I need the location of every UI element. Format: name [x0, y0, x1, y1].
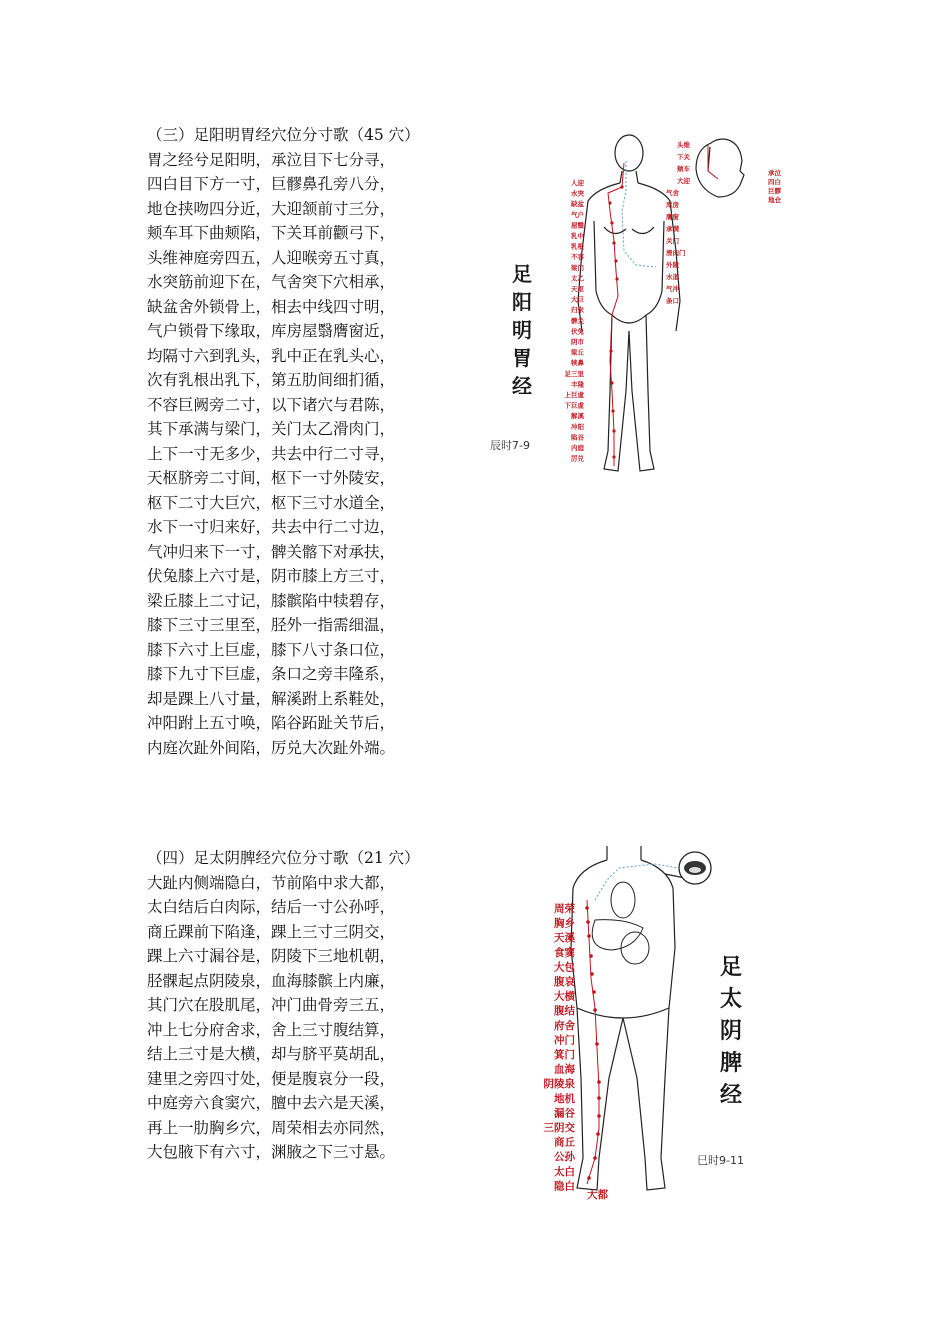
- section-title: （四）足太阴脾经穴位分寸歌（21 穴）: [147, 849, 420, 867]
- organs: [592, 882, 649, 964]
- acupoint-label: 地仓: [768, 196, 781, 204]
- verse-line: 中庭旁六食窦穴，膻中去六是天溪，: [147, 1094, 396, 1112]
- acupoint-label: 巨髎: [768, 187, 781, 195]
- verse-line: 却是踝上八寸量，解溪跗上系鞋处，: [147, 689, 396, 708]
- inner-branch-path: [622, 161, 656, 267]
- verse-line: 水突筋前迎下在，气舍突下穴相承，: [147, 273, 396, 291]
- acupoint-label: 承满: [666, 225, 679, 233]
- acupoint-label: 条口: [666, 297, 679, 305]
- acupoint-label: 大巨: [571, 295, 584, 304]
- verse-line: 再上一肋胸乡穴，周荣相去亦同然，: [147, 1118, 396, 1137]
- body-outline: [571, 846, 685, 1190]
- verse-line: 气户锁骨下缘取，库房屋翳膺窗近，: [147, 322, 396, 340]
- verse-line: 大趾内侧端隐白，节前陷中求大都，: [147, 873, 396, 892]
- head-profile: [696, 139, 744, 197]
- vertical-title-char: 足: [719, 955, 743, 980]
- mouth-icon: [679, 852, 711, 884]
- vertical-title-char: 足: [512, 262, 532, 286]
- left-labels: [565, 178, 585, 463]
- verse-line: 均隔寸六到乳头，乳中正在乳头心，: [147, 346, 396, 365]
- acupoint-label: 府舍: [554, 1019, 575, 1032]
- meridian-path: [587, 900, 599, 1184]
- acupoint-label: 内庭: [571, 444, 584, 452]
- verse-line: 冲上七分府舍求，舍上三寸腹结算，: [147, 1020, 396, 1039]
- acupoint-label: 漏谷: [554, 1107, 575, 1120]
- verse-line: 太白结后白肉际，结后一寸公孙呼，: [147, 898, 396, 916]
- acupoint-label: 解溪: [571, 412, 584, 421]
- vertical-title-char: 脾: [719, 1051, 743, 1076]
- acupoint-label: 犊鼻: [571, 359, 584, 368]
- acupoint-label: 颊车: [677, 165, 690, 173]
- verse-line: 膝下九寸下巨虚，条口之旁丰隆系，: [147, 665, 396, 683]
- verse-line: 其下承满与梁门，关门太乙滑肉门，: [147, 420, 396, 438]
- acupoint-label: 阴陵泉: [543, 1078, 575, 1091]
- acupoint-label: 承泣: [768, 169, 781, 177]
- label-dadu: 大都: [587, 1189, 608, 1201]
- acupoint-label: 厉兑: [571, 454, 584, 463]
- verse-line: 气冲归来下一寸，髀关髂下对承扶，: [147, 542, 396, 561]
- acupoint-label: 归来: [571, 306, 584, 315]
- vertical-title-char: 太: [719, 987, 743, 1012]
- acupoint-label: 关门: [666, 237, 679, 245]
- acupoint-label: 冲门: [554, 1034, 575, 1047]
- vertical-title-char: 经: [512, 374, 532, 398]
- acupoint-label: 地机: [554, 1092, 575, 1105]
- acupoint-label: 气冲: [666, 285, 679, 293]
- vertical-title-char: 阳: [512, 290, 532, 314]
- verse-line: 缺盆舍外锁骨上，相去中线四寸明，: [147, 297, 396, 316]
- verse-line: 天枢脐旁二寸间，枢下一寸外陵安，: [147, 469, 396, 487]
- acupoint-label: 上巨虚: [564, 391, 584, 399]
- verse-line: 梁丘膝上二寸记，膝髌陷中犊碧存，: [147, 591, 396, 610]
- acupoint-label: 人迎: [571, 179, 584, 187]
- acupoint-label: 血海: [554, 1063, 575, 1076]
- body-outline: [578, 135, 680, 471]
- acupoint-label: 滑肉门: [666, 249, 686, 257]
- acupoint-label: 大迎: [677, 177, 690, 185]
- spleen-meridian-figure: [515, 838, 785, 1208]
- acupoint-label: 水突: [571, 189, 584, 198]
- verse-line: 踝上六寸漏谷是，阴陵下三地机朝，: [147, 947, 396, 965]
- acupoint-label: 腹结: [554, 1005, 575, 1018]
- acupoint-label: 乳中: [571, 232, 584, 240]
- verse-line: 内庭次趾外间陷，厉兑大次趾外端。: [147, 738, 396, 757]
- stomach-meridian-illustration: [486, 131, 806, 483]
- stomach-meridian-verse: [147, 123, 420, 760]
- inner-branch-path: [595, 864, 679, 900]
- verse-lines: [147, 871, 420, 1165]
- verse-lines: [147, 148, 420, 761]
- vertical-title: [512, 262, 532, 398]
- acupoint-label: 不容: [571, 253, 584, 262]
- acupoint-label: 伏兔: [571, 327, 584, 336]
- acupoint-dots: [585, 906, 601, 1180]
- verse-line: 次有乳根出乳下，第五肋间细扪循，: [147, 371, 396, 389]
- vertical-title-char: 阴: [719, 1019, 743, 1044]
- vertical-title-char: 胃: [512, 346, 532, 370]
- acupoint-label: 水道: [666, 273, 679, 281]
- head-labels: [677, 140, 782, 204]
- verse-line: 四白目下方一寸，巨髎鼻孔旁八分，: [147, 175, 396, 193]
- acupoint-label: 食窦: [554, 946, 575, 959]
- time-label: 辰时7-9: [490, 439, 530, 452]
- verse-line: 其门穴在股肌尾，冲门曲骨旁三五，: [147, 996, 396, 1014]
- time-label: 巳时9-11: [697, 1154, 744, 1167]
- acupoint-label: 髀关: [571, 316, 584, 325]
- acupoint-label: 阴市: [571, 338, 584, 346]
- acupoint-label: 气户: [571, 210, 584, 219]
- verse-line: 不容巨阙旁二寸，以下诸穴与君陈，: [147, 395, 396, 414]
- acupoint-label: 外陵: [666, 261, 679, 269]
- acupoint-label: 库房: [666, 201, 679, 209]
- verse-line: 头维神庭旁四五，人迎喉旁五寸真，: [147, 248, 396, 267]
- verse-line: 结上三寸是大横，却与脐平莫胡乱，: [147, 1045, 396, 1063]
- acupoint-label: 乳根: [571, 242, 584, 251]
- acupoint-label: 丰隆: [571, 380, 584, 389]
- acupoint-label: 三阴交: [543, 1122, 575, 1134]
- acupoint-label: 太乙: [571, 274, 584, 283]
- acupoint-label: 足三里: [564, 369, 584, 378]
- verse-line: 枢下二寸大巨穴，枢下三寸水道全，: [147, 493, 396, 512]
- acupoint-label: 商丘: [554, 1136, 575, 1149]
- vertical-title-char: 经: [719, 1083, 743, 1108]
- acupoint-label: 头维: [677, 141, 690, 149]
- acupoint-label: 四白: [768, 178, 781, 186]
- acupoint-label: 公孙: [554, 1151, 575, 1164]
- verse-line: 建里之旁四寸处，便是腹哀分一段，: [147, 1069, 396, 1088]
- acupoint-label: 陷谷: [571, 433, 584, 442]
- verse-line: 水下一寸归来好，共去中行二寸边，: [147, 518, 396, 536]
- acupoint-label: 隐白: [554, 1180, 575, 1193]
- spleen-meridian-illustration: [515, 838, 785, 1208]
- vertical-title: [720, 955, 742, 1108]
- acupoint-label: 天溪: [554, 932, 575, 945]
- acupoint-label: 下巨虚: [564, 401, 584, 410]
- verse-line: 胫髁起点阴陵泉，血海膝髌上内廉，: [147, 971, 396, 990]
- spleen-meridian-verse: [147, 846, 420, 1165]
- acupoint-label: 太白: [554, 1165, 575, 1178]
- verse-line: 地仓挟吻四分近，大迎颔前寸三分，: [147, 199, 396, 218]
- acupoint-label: 下关: [677, 153, 690, 161]
- acupoint-label: 大包: [554, 961, 575, 974]
- verse-line: 冲阳跗上五寸唤，陷谷跖趾关节后，: [147, 714, 396, 732]
- acupoint-label: 梁丘: [571, 348, 584, 357]
- verse-line: 膝下三寸三里至，胫外一指需细温，: [147, 616, 396, 634]
- verse-line: 胃之经兮足阳明，承泣目下七分寻，: [147, 150, 396, 169]
- verse-line: 颊车耳下曲颊陷，下关耳前颧弓下，: [147, 224, 396, 242]
- verse-line: 上下一寸无多少，共去中行二寸寻，: [147, 444, 396, 463]
- acupoint-label: 缺盆: [571, 200, 584, 209]
- verse-line: 伏兔膝上六寸是，阴市膝上方三寸，: [147, 567, 396, 585]
- verse-line: 大包腋下有六寸，渊腋之下三寸悬。: [147, 1143, 396, 1161]
- verse-line: 膝下六寸上巨虚，膝下八寸条口位，: [147, 640, 396, 659]
- stomach-meridian-figure: [486, 131, 806, 483]
- vertical-title-char: 明: [512, 318, 532, 342]
- acupoint-label: 冲阳: [571, 422, 584, 431]
- section-title: （三）足阳明胃经穴位分寸歌（45 穴）: [147, 126, 420, 144]
- acupoint-label: 膺窗: [666, 213, 679, 221]
- acupoint-label: 腹哀: [554, 976, 575, 988]
- acupoint-label: 梁门: [571, 263, 584, 272]
- acupoint-label: 屋翳: [571, 221, 584, 230]
- acupoint-label: 天枢: [571, 285, 584, 293]
- verse-line: 商丘踝前下陷逢，踝上三寸三阴交，: [147, 922, 396, 941]
- acupoint-label: 气舍: [666, 189, 679, 197]
- acupoint-label: 箕门: [554, 1049, 575, 1061]
- acupoint-label: 周荣: [554, 903, 575, 915]
- acupoint-label: 大横: [554, 990, 575, 1003]
- acupoint-label: 胸乡: [554, 917, 575, 930]
